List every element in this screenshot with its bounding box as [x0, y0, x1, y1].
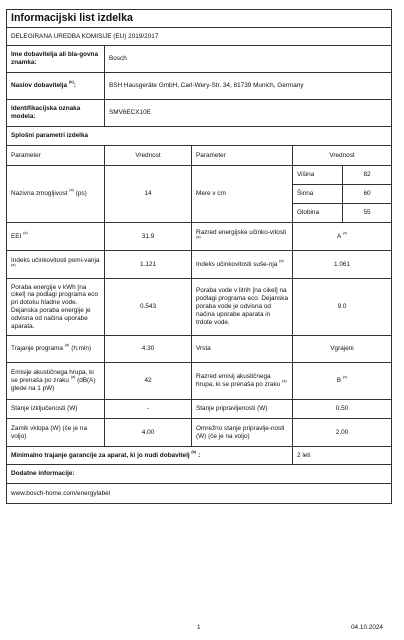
noise-emission-label: Emisije akustičnega hrupa, ki se prenaša po zraku $^{(a)}$ (dB(A) glede na 1 pW)	[7, 363, 105, 400]
sheet-title: Informacijski list izdelka	[7, 10, 392, 28]
guarantee-label: Minimalno trajanje garancije za aparat, ki jo nudi dobavitelj $^{(b)}$ :	[7, 447, 293, 465]
page-footer	[0, 624, 404, 634]
off-mode-label: Stanje izključenosti (W)	[7, 400, 105, 419]
supplier-value: Bosch	[105, 46, 392, 73]
depth-label: Globina	[293, 204, 343, 223]
footer-date: 04.10.2024	[351, 624, 383, 631]
product-information-sheet	[6, 9, 391, 504]
regulation-text: DELEGIRANA UREDBA KOMISIJE (EU) 2019/2017	[7, 28, 392, 46]
network-standby-label: Omrežno stanje pripravlje-nosti (W) (če je na voljo)	[192, 419, 293, 447]
guarantee-value: 2 leti	[293, 447, 392, 465]
supplier-address-label: Naslov dobavitelja $^{(b)}$:	[7, 73, 105, 100]
model-label: Identifikacijska oznaka modela:	[7, 100, 105, 127]
type-value: Vgrajeni	[293, 336, 392, 363]
water-consumption-value: 9.0	[293, 279, 392, 336]
column-header-value-2: Vrednost	[293, 146, 392, 166]
capacity-value: 14	[105, 166, 192, 223]
energylabel-link[interactable]: www.bosch-home.com/energylabel	[7, 484, 392, 504]
drying-index-value: 1.061	[293, 251, 392, 279]
cleaning-index-label: Indeks učinkovitosti pomi-vanja $^{(a)}$	[7, 251, 105, 279]
page-number: 1	[197, 624, 201, 631]
dimensions-label: Mere v cm	[192, 166, 293, 223]
program-duration-value: 4:30	[105, 336, 192, 363]
supplier-address-value: BSH Hausgeräte GmbH, Carl-Wery-Str. 34, 81739 Munich, Germany	[105, 73, 392, 100]
delay-start-value: 4.00	[105, 419, 192, 447]
model-value: SMV6ECX10E	[105, 100, 392, 127]
cleaning-index-value: 1.121	[105, 251, 192, 279]
energy-class-value: A $^{(c)}$	[293, 223, 392, 251]
height-label: Višina	[293, 166, 343, 185]
type-label: Vrsta	[192, 336, 293, 363]
water-consumption-label: Poraba vode v litrih [na cikel] na podlagi programa eco. Dejanska poraba vode je odvisna od načina uporabe aparata in trdote vode.	[192, 279, 293, 336]
info-table	[6, 9, 392, 504]
height-value: 82	[343, 166, 392, 185]
capacity-label: Nazivna zmogljivost $^{(a)}$ (ps)	[7, 166, 105, 223]
drying-index-label: Indeks učinkovitosti suše-nja $^{(a)}$	[192, 251, 293, 279]
additional-info-heading: Dodatne informacije:	[7, 465, 392, 484]
noise-class-label: Razred emisij akustičnega hrupa, ki se prenaša po zraku $^{(a)}$	[192, 363, 293, 400]
column-header-parameter: Parameter	[7, 146, 105, 166]
width-value: 60	[343, 185, 392, 204]
column-header-parameter-2: Parameter	[192, 146, 293, 166]
delay-start-label: Zamik vklopa (W) (če je na voljo)	[7, 419, 105, 447]
footnote-ref: (b)	[68, 80, 74, 85]
width-label: Širina	[293, 185, 343, 204]
energy-consumption-label: Poraba energije v kWh [na cikel] na podlagi programa eco pri dotoku hladne vode. Dejanska poraba energije je odvisna od načina uporabe aparata.	[7, 279, 105, 336]
network-standby-value: 2.00	[293, 419, 392, 447]
column-header-value: Vrednost	[105, 146, 192, 166]
supplier-label: Ime dobavitelja ali bla-govna znamka:	[7, 46, 105, 73]
noise-class-value: B $^{(c)}$	[293, 363, 392, 400]
off-mode-value: -	[105, 400, 192, 419]
section-heading: Splošni parametri izdelka	[7, 127, 392, 146]
standby-label: Stanje pripravljenosti (W)	[192, 400, 293, 419]
noise-emission-value: 42	[105, 363, 192, 400]
energy-consumption-value: 0.543	[105, 279, 192, 336]
energy-class-label: Razred energijske učinko-vitosti $^{(a)}$	[192, 223, 293, 251]
standby-value: 0.50	[293, 400, 392, 419]
eei-value: 31.9	[105, 223, 192, 251]
program-duration-label: Trajanje programa $^{(a)}$ (h:min)	[7, 336, 105, 363]
eei-label: EEI $^{(a)}$	[7, 223, 105, 251]
depth-value: 55	[343, 204, 392, 223]
